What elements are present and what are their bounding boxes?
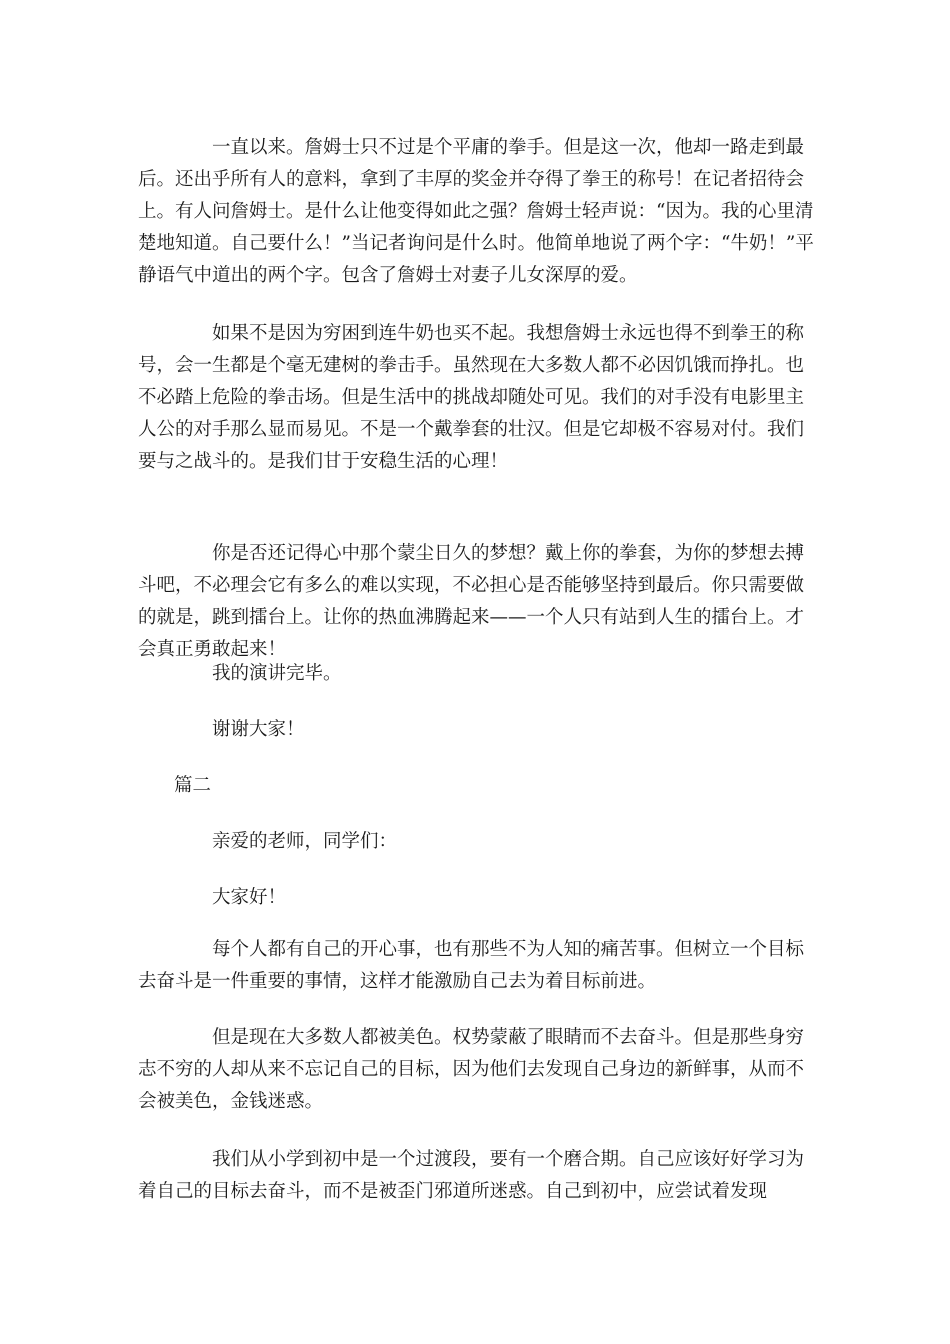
greeting-line: 大家好！ bbox=[212, 887, 287, 908]
salutation-line: 亲爱的老师，同学们： bbox=[212, 831, 398, 852]
paragraph-temptation: 但是现在大多数人都被美色。权势蒙蔽了眼睛而不去奋斗。但是那些身穷志不穷的人却从来不忘记自己的目标，因为他们去发现自己身边的新鲜事，从而不会被美色，金钱迷惑。 bbox=[138, 1027, 805, 1112]
section-heading: 篇二 bbox=[174, 775, 212, 796]
paragraph-goal: 每个人都有自己的开心事，也有那些不为人知的痛苦事。但树立一个目标去奋斗是一件重要的事情，这样才能激励自己去为着目标前进。 bbox=[138, 939, 805, 992]
speech-end-line: 我的演讲完毕。 bbox=[212, 663, 342, 684]
paragraph-dream-fight: 你是否还记得心中那个蒙尘日久的梦想？戴上你的拳套，为你的梦想去搏斗吧，不必理会它有多么的难以实现，不必担心是否能够坚持到最后。你只需要做的就是，跳到擂台上。让你的热血沸腾起来——一个人只有站到人生的擂台上。才会真正勇敢起来！ bbox=[138, 543, 805, 660]
paragraph-james-champion: 一直以来。詹姆士只不过是个平庸的拳手。但是这一次，他却一路走到最后。还出乎所有人的意料，拿到了丰厚的奖金并夺得了拳王的称号！在记者招待会上。有人问詹姆士。是什么让他变得如此之强？詹姆士轻声说：“因为。我的心里清楚地知道。自己要什么！”当记者询问是什么时。他简单地说了两个字：“牛奶！”平静语气中道出的两个字。包含了詹姆士对妻子儿女深厚的爱。 bbox=[138, 137, 814, 286]
paragraph-transition: 我们从小学到初中是一个过渡段，要有一个磨合期。自己应该好好学习为着自己的目标去奋斗，而不是被歪门邪道所迷惑。自己到初中，应尝试着发现 bbox=[138, 1149, 805, 1202]
thanks-line: 谢谢大家！ bbox=[212, 719, 305, 740]
paragraph-milk-reason: 如果不是因为穷困到连牛奶也买不起。我想詹姆士永远也得不到拳王的称号，会一生都是个毫无建树的拳击手。虽然现在大多数人都不必因饥饿而挣扎。也不必踏上危险的拳击场。但是生活中的挑战却随处可见。我们的对手没有电影里主人公的对手那么显而易见。不是一个戴拳套的壮汉。但是它却极不容易对付。我们要与之战斗的。是我们甘于安稳生活的心理！ bbox=[138, 323, 805, 472]
